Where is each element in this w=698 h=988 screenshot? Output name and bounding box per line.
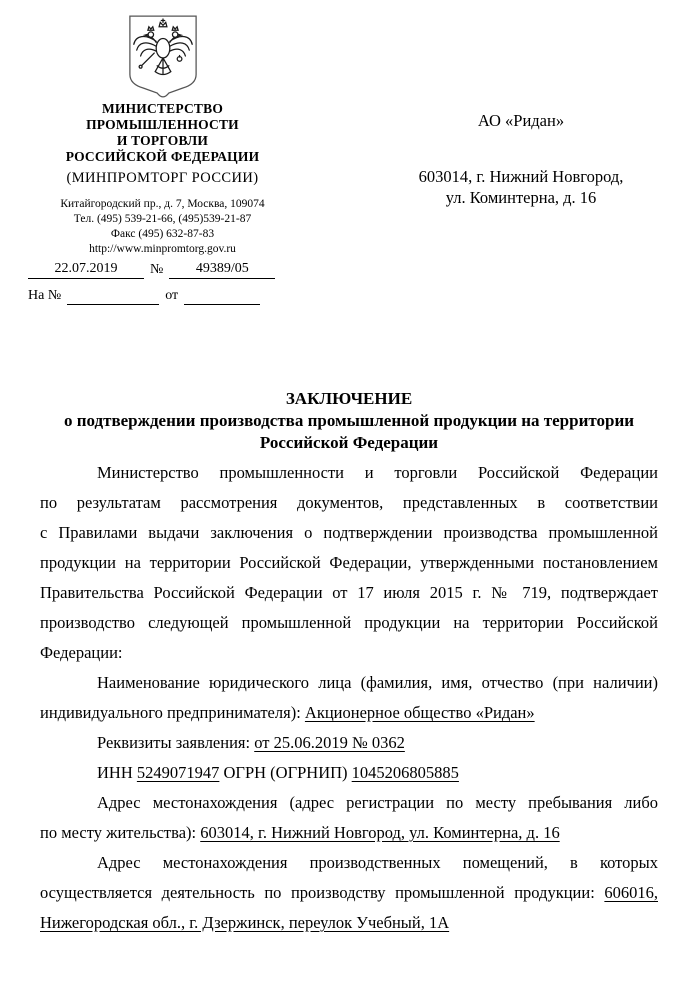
- ministry-address-line: Факс (495) 632-87-83: [110, 228, 215, 240]
- ministry-name-line: МИНИСТЕРСТВО: [101, 101, 224, 116]
- na-no-label: На №: [28, 288, 62, 303]
- body-line: с Правилами выдачи заключения о подтверждении производства промышленной: [40, 523, 658, 542]
- ministry-short-name: (МИНПРОМТОРГ РОССИИ): [66, 170, 259, 186]
- ministry-address-line: Тел. (495) 539-21-66, (495)539-21-87: [73, 213, 252, 225]
- legal-entity-label: индивидуального предпринимателя):: [40, 703, 305, 722]
- incoming-ref-row: [28, 286, 280, 305]
- outgoing-number: 49389/05: [169, 260, 275, 279]
- body-line: Правительства Российской Федерации от 17 июля 2015 г. № 719, подтверждает: [40, 583, 658, 602]
- incoming-date-blank: [184, 286, 260, 305]
- russia-coat-of-arms-icon: [126, 14, 200, 98]
- ministry-address-line: Китайгородский пр., д. 7, Москва, 109074: [60, 198, 265, 210]
- title-line: о подтверждении производства промышленной продукции на территории: [63, 411, 635, 430]
- title-line: Российской Федерации: [259, 433, 439, 452]
- body-line: производство следующей промышленной продукции на территории Российской: [40, 613, 658, 632]
- ministry-address: [30, 197, 295, 257]
- production-address-line: [40, 878, 658, 908]
- ministry-website: http://www.minpromtorg.gov.ru: [89, 243, 236, 255]
- legal-entity-line: [40, 698, 658, 728]
- inn-value: 5249071947: [136, 763, 220, 782]
- application-label: Реквизиты заявления:: [97, 733, 255, 752]
- body-line: продукции на территории Российской Федерации, утвержденными постановлением: [40, 553, 658, 572]
- ot-label: от: [165, 288, 179, 303]
- production-address-value-end: Нижегородская обл., г. Дзержинск, переулок Учебный, 1А: [40, 913, 450, 932]
- ministry-name-line: РОССИЙСКОЙ ФЕДЕРАЦИИ: [65, 149, 260, 164]
- recipient-address-line: 603014, г. Нижний Новгород,: [418, 167, 624, 186]
- ogrn-value: 1045206805885: [351, 763, 459, 782]
- body-line: Адрес местонахождения производственных помещений, в которых: [97, 853, 658, 872]
- body-line: Федерации:: [40, 643, 123, 662]
- document-body: [40, 458, 658, 938]
- recipient-name: АО «Ридан»: [477, 111, 565, 130]
- reference-block: [28, 260, 280, 305]
- ministry-name-line: ПРОМЫШЛЕННОСТИ: [86, 117, 239, 132]
- recipient-block: [385, 110, 657, 208]
- inn-label: ИНН: [97, 763, 137, 782]
- production-address-value-start: 606016,: [604, 883, 658, 902]
- title-line: ЗАКЛЮЧЕНИЕ: [285, 389, 413, 408]
- registration-address-value: 603014, г. Нижний Новгород, ул. Коминтерна, д. 16: [200, 823, 560, 842]
- application-value: от 25.06.2019 № 0362: [254, 733, 405, 752]
- registration-address-line: [40, 818, 658, 848]
- number-sign: №: [150, 262, 164, 277]
- body-line: по результатам рассмотрения документов, представленных в соответствии: [40, 493, 658, 512]
- ministry-name-line: И ТОРГОВЛИ: [116, 133, 209, 148]
- ogrn-label: ОГРН (ОГРНИП): [219, 763, 352, 782]
- inn-ogrn-line: [40, 758, 658, 788]
- recipient-address: [385, 166, 657, 208]
- production-address-continuation: [40, 908, 658, 938]
- document-title: [0, 388, 698, 454]
- incoming-number-blank: [67, 286, 159, 305]
- body-line: Наименование юридического лица (фамилия, имя, отчество (при наличии): [97, 673, 658, 692]
- production-address-label: осуществляется деятельность по производству промышленной продукции:: [40, 883, 605, 902]
- outgoing-ref-row: [28, 260, 280, 279]
- ministry-name: [30, 101, 295, 165]
- registration-address-label: по месту жительства):: [40, 823, 201, 842]
- recipient-address-line: ул. Коминтерна, д. 16: [445, 188, 597, 207]
- legal-entity-value: Акционерное общество «Ридан»: [304, 703, 535, 722]
- body-line: Министерство промышленности и торговли Российской Федерации: [97, 463, 658, 482]
- outgoing-date: 22.07.2019: [28, 260, 144, 279]
- application-line: [40, 728, 658, 758]
- letterhead: [30, 10, 295, 257]
- body-line: Адрес местонахождения (адрес регистрации по месту пребывания либо: [97, 793, 658, 812]
